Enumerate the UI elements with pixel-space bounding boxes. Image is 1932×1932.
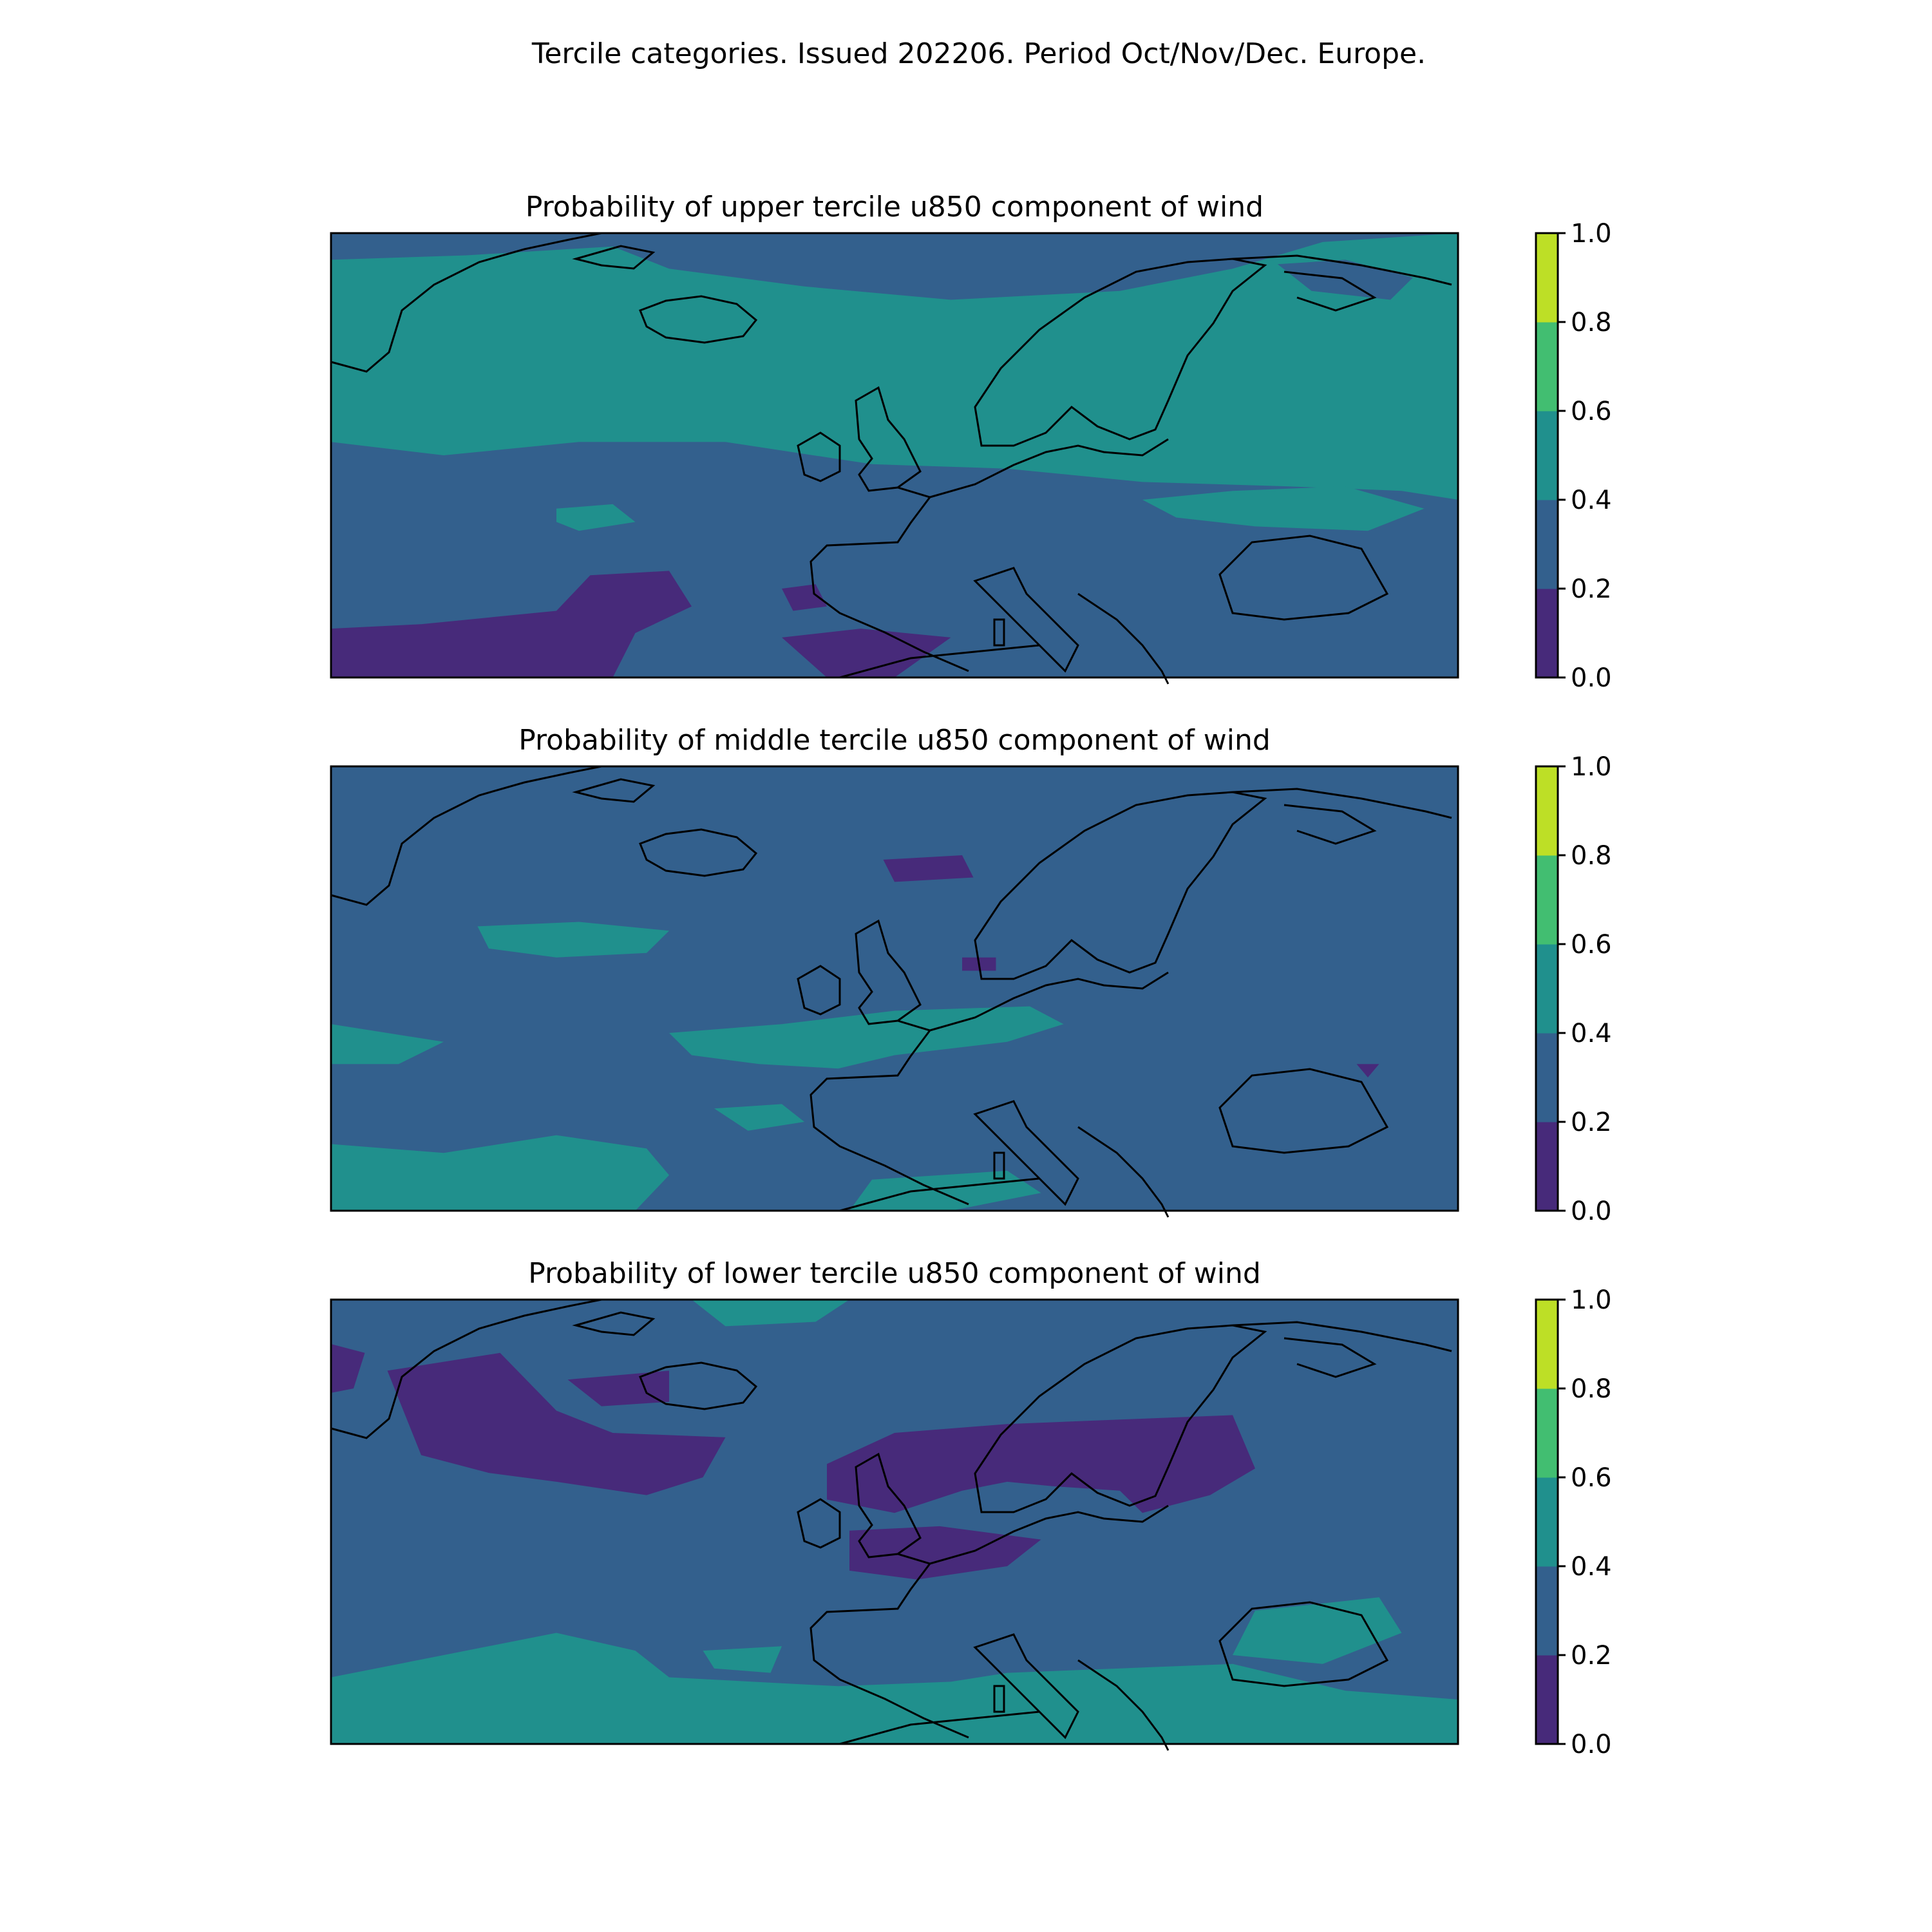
colorbar-segment-lower-2: [1536, 1477, 1558, 1567]
colorbar-segment-upper-0: [1536, 589, 1558, 678]
colorbar-tick-label-lower-2: 0.4: [1571, 1552, 1612, 1582]
colorbar-segment-lower-3: [1536, 1388, 1558, 1478]
colorbar-segment-lower-4: [1536, 1300, 1558, 1389]
colorbar-segment-middle-3: [1536, 855, 1558, 945]
colorbar-tick-label-upper-2: 0.4: [1571, 486, 1612, 515]
colorbar-segment-upper-2: [1536, 411, 1558, 500]
colorbar-tick-label-lower-5: 1.0: [1571, 1285, 1612, 1315]
figure-title: Tercile categories. Issued 202206. Period Oct/Nov/Dec. Europe.: [531, 37, 1426, 70]
colorbar-segment-upper-1: [1536, 500, 1558, 589]
colorbar-tick-label-upper-5: 1.0: [1571, 219, 1612, 249]
colorbar-tick-label-middle-3: 0.6: [1571, 930, 1612, 960]
colorbar-segment-middle-0: [1536, 1122, 1558, 1211]
map-panel-upper: [331, 191, 1458, 684]
panel-fill-lower: [331, 1300, 1458, 1744]
colorbar-segment-middle-2: [1536, 944, 1558, 1034]
colorbar-tick-label-middle-1: 0.2: [1571, 1108, 1612, 1137]
colorbar-tick-label-middle-5: 1.0: [1571, 752, 1612, 782]
colorbar-tick-label-middle-4: 0.8: [1571, 841, 1612, 871]
colorbar-segment-middle-4: [1536, 766, 1558, 856]
panel-fill-middle: [331, 766, 1458, 1211]
colorbar-middle: [1536, 752, 1612, 1226]
colorbar-lower: [1536, 1285, 1612, 1759]
colorbar-tick-label-upper-3: 0.6: [1571, 397, 1612, 426]
colorbar-tick-label-middle-2: 0.4: [1571, 1019, 1612, 1048]
colorbar-segment-upper-3: [1536, 322, 1558, 412]
panel-title-middle: Probability of middle tercile u850 component of wind: [518, 724, 1271, 757]
colorbar-upper: [1536, 219, 1612, 693]
colorbar-tick-label-upper-1: 0.2: [1571, 574, 1612, 604]
colorbar-tick-label-middle-0: 0.0: [1571, 1197, 1612, 1226]
colorbar-segment-lower-1: [1536, 1566, 1558, 1656]
colorbar-segment-middle-1: [1536, 1033, 1558, 1122]
colorbar-segment-lower-0: [1536, 1655, 1558, 1745]
colorbar-tick-label-upper-0: 0.0: [1571, 663, 1612, 693]
panel-fill-upper: [331, 233, 1458, 677]
colorbar-segment-upper-4: [1536, 233, 1558, 323]
colorbar-tick-label-lower-3: 0.6: [1571, 1463, 1612, 1493]
probability-region-middle-6: [884, 855, 974, 882]
colorbar-tick-label-lower-1: 0.2: [1571, 1641, 1612, 1671]
map-panel-lower: [331, 1257, 1458, 1750]
colorbar-tick-label-lower-4: 0.8: [1571, 1374, 1612, 1404]
colorbar-tick-label-upper-4: 0.8: [1571, 308, 1612, 337]
panel-title-lower: Probability of lower tercile u850 component of wind: [528, 1257, 1261, 1290]
colorbar-tick-label-lower-0: 0.0: [1571, 1730, 1612, 1759]
panel-title-upper: Probability of upper tercile u850 component of wind: [525, 191, 1264, 223]
map-panel-middle: [331, 724, 1458, 1217]
